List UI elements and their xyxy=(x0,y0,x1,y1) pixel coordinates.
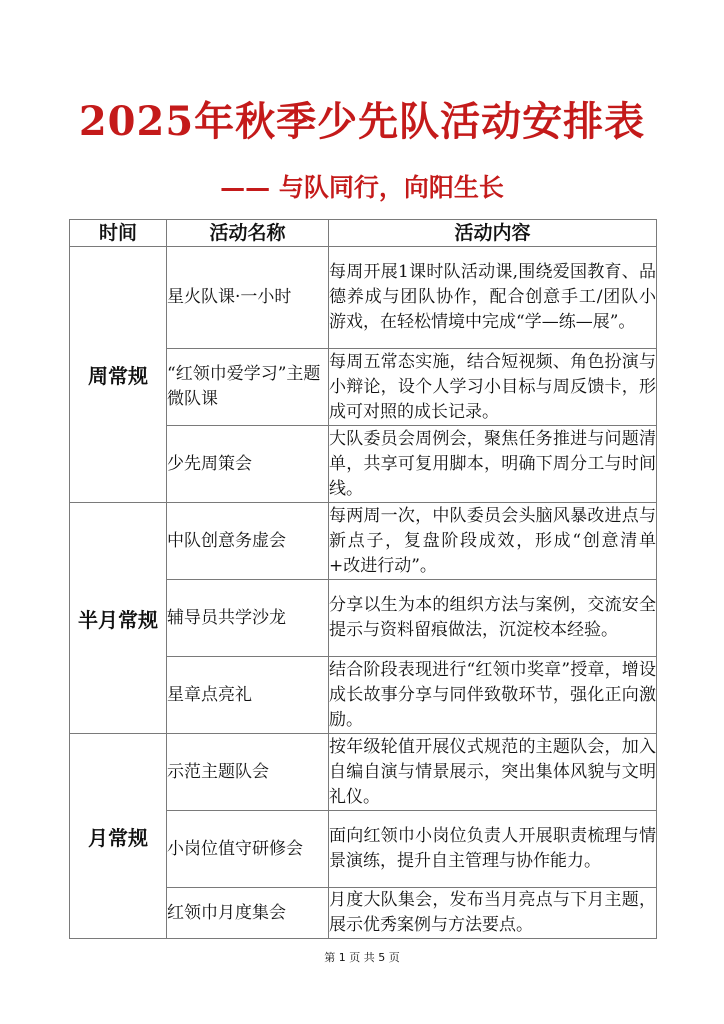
table-header-row xyxy=(70,220,657,247)
activity-name: 辅导员共学沙龙 xyxy=(167,580,329,657)
activity-content: 月度大队集会，发布当月亮点与下月主题，展示优秀案例与方法要点。 xyxy=(329,888,657,939)
period-monthly: 月常规 xyxy=(70,734,167,939)
activity-content: 大队委员会周例会，聚焦任务推进与问题清单，共享可复用脚本，明确下周分工与时间线。 xyxy=(329,426,657,503)
activity-name: 示范主题队会 xyxy=(167,734,329,811)
page-footer: 第 1 页 共 5 页 xyxy=(324,951,400,964)
header-activity-name: 活动名称 xyxy=(167,220,329,247)
table-row xyxy=(70,734,657,811)
table-row xyxy=(70,247,657,349)
activity-name: 星火队课·一小时 xyxy=(167,247,329,349)
table-row xyxy=(70,503,657,580)
activity-schedule-table xyxy=(69,219,657,939)
activity-name: 中队创意务虚会 xyxy=(167,503,329,580)
activity-name: 星章点亮礼 xyxy=(167,657,329,734)
activity-content: 每周开展1课时队活动课,围绕爱国教育、品德养成与团队协作，配合创意手工/团队小游戏，在轻松情境中完成“学—练—展”。 xyxy=(329,247,657,349)
period-weekly: 周常规 xyxy=(70,247,167,503)
activity-name: 小岗位值守研修会 xyxy=(167,811,329,888)
period-biweekly: 半月常规 xyxy=(70,503,167,734)
activity-name: 红领巾月度集会 xyxy=(167,888,329,939)
activity-content: 分享以生为本的组织方法与案例，交流安全提示与资料留痕做法，沉淀校本经验。 xyxy=(329,580,657,657)
header-time: 时间 xyxy=(70,220,167,247)
page-title: 2025年秋季少先队活动安排表 xyxy=(78,98,646,145)
header-activity-content: 活动内容 xyxy=(329,220,657,247)
activity-content: 按年级轮值开展仪式规范的主题队会，加入自编自演与情景展示，突出集体风貌与文明礼仪。 xyxy=(329,734,657,811)
activity-name: “红领巾爱学习”主题微队课 xyxy=(167,349,329,426)
activity-content: 每周五常态实施，结合短视频、角色扮演与小辩论，设个人学习小目标与周反馈卡，形成可对照的成长记录。 xyxy=(329,349,657,426)
activity-content: 每两周一次，中队委员会头脑风暴改进点与新点子，复盘阶段成效，形成“创意清单+改进行动”。 xyxy=(329,503,657,580)
activity-name: 少先周策会 xyxy=(167,426,329,503)
page-subtitle: —— 与队同行，向阳生长 xyxy=(220,173,504,202)
activity-content: 结合阶段表现进行“红领巾奖章”授章，增设成长故事分享与同伴致敬环节，强化正向激励。 xyxy=(329,657,657,734)
activity-content: 面向红领巾小岗位负责人开展职责梳理与情景演练，提升自主管理与协作能力。 xyxy=(329,811,657,888)
